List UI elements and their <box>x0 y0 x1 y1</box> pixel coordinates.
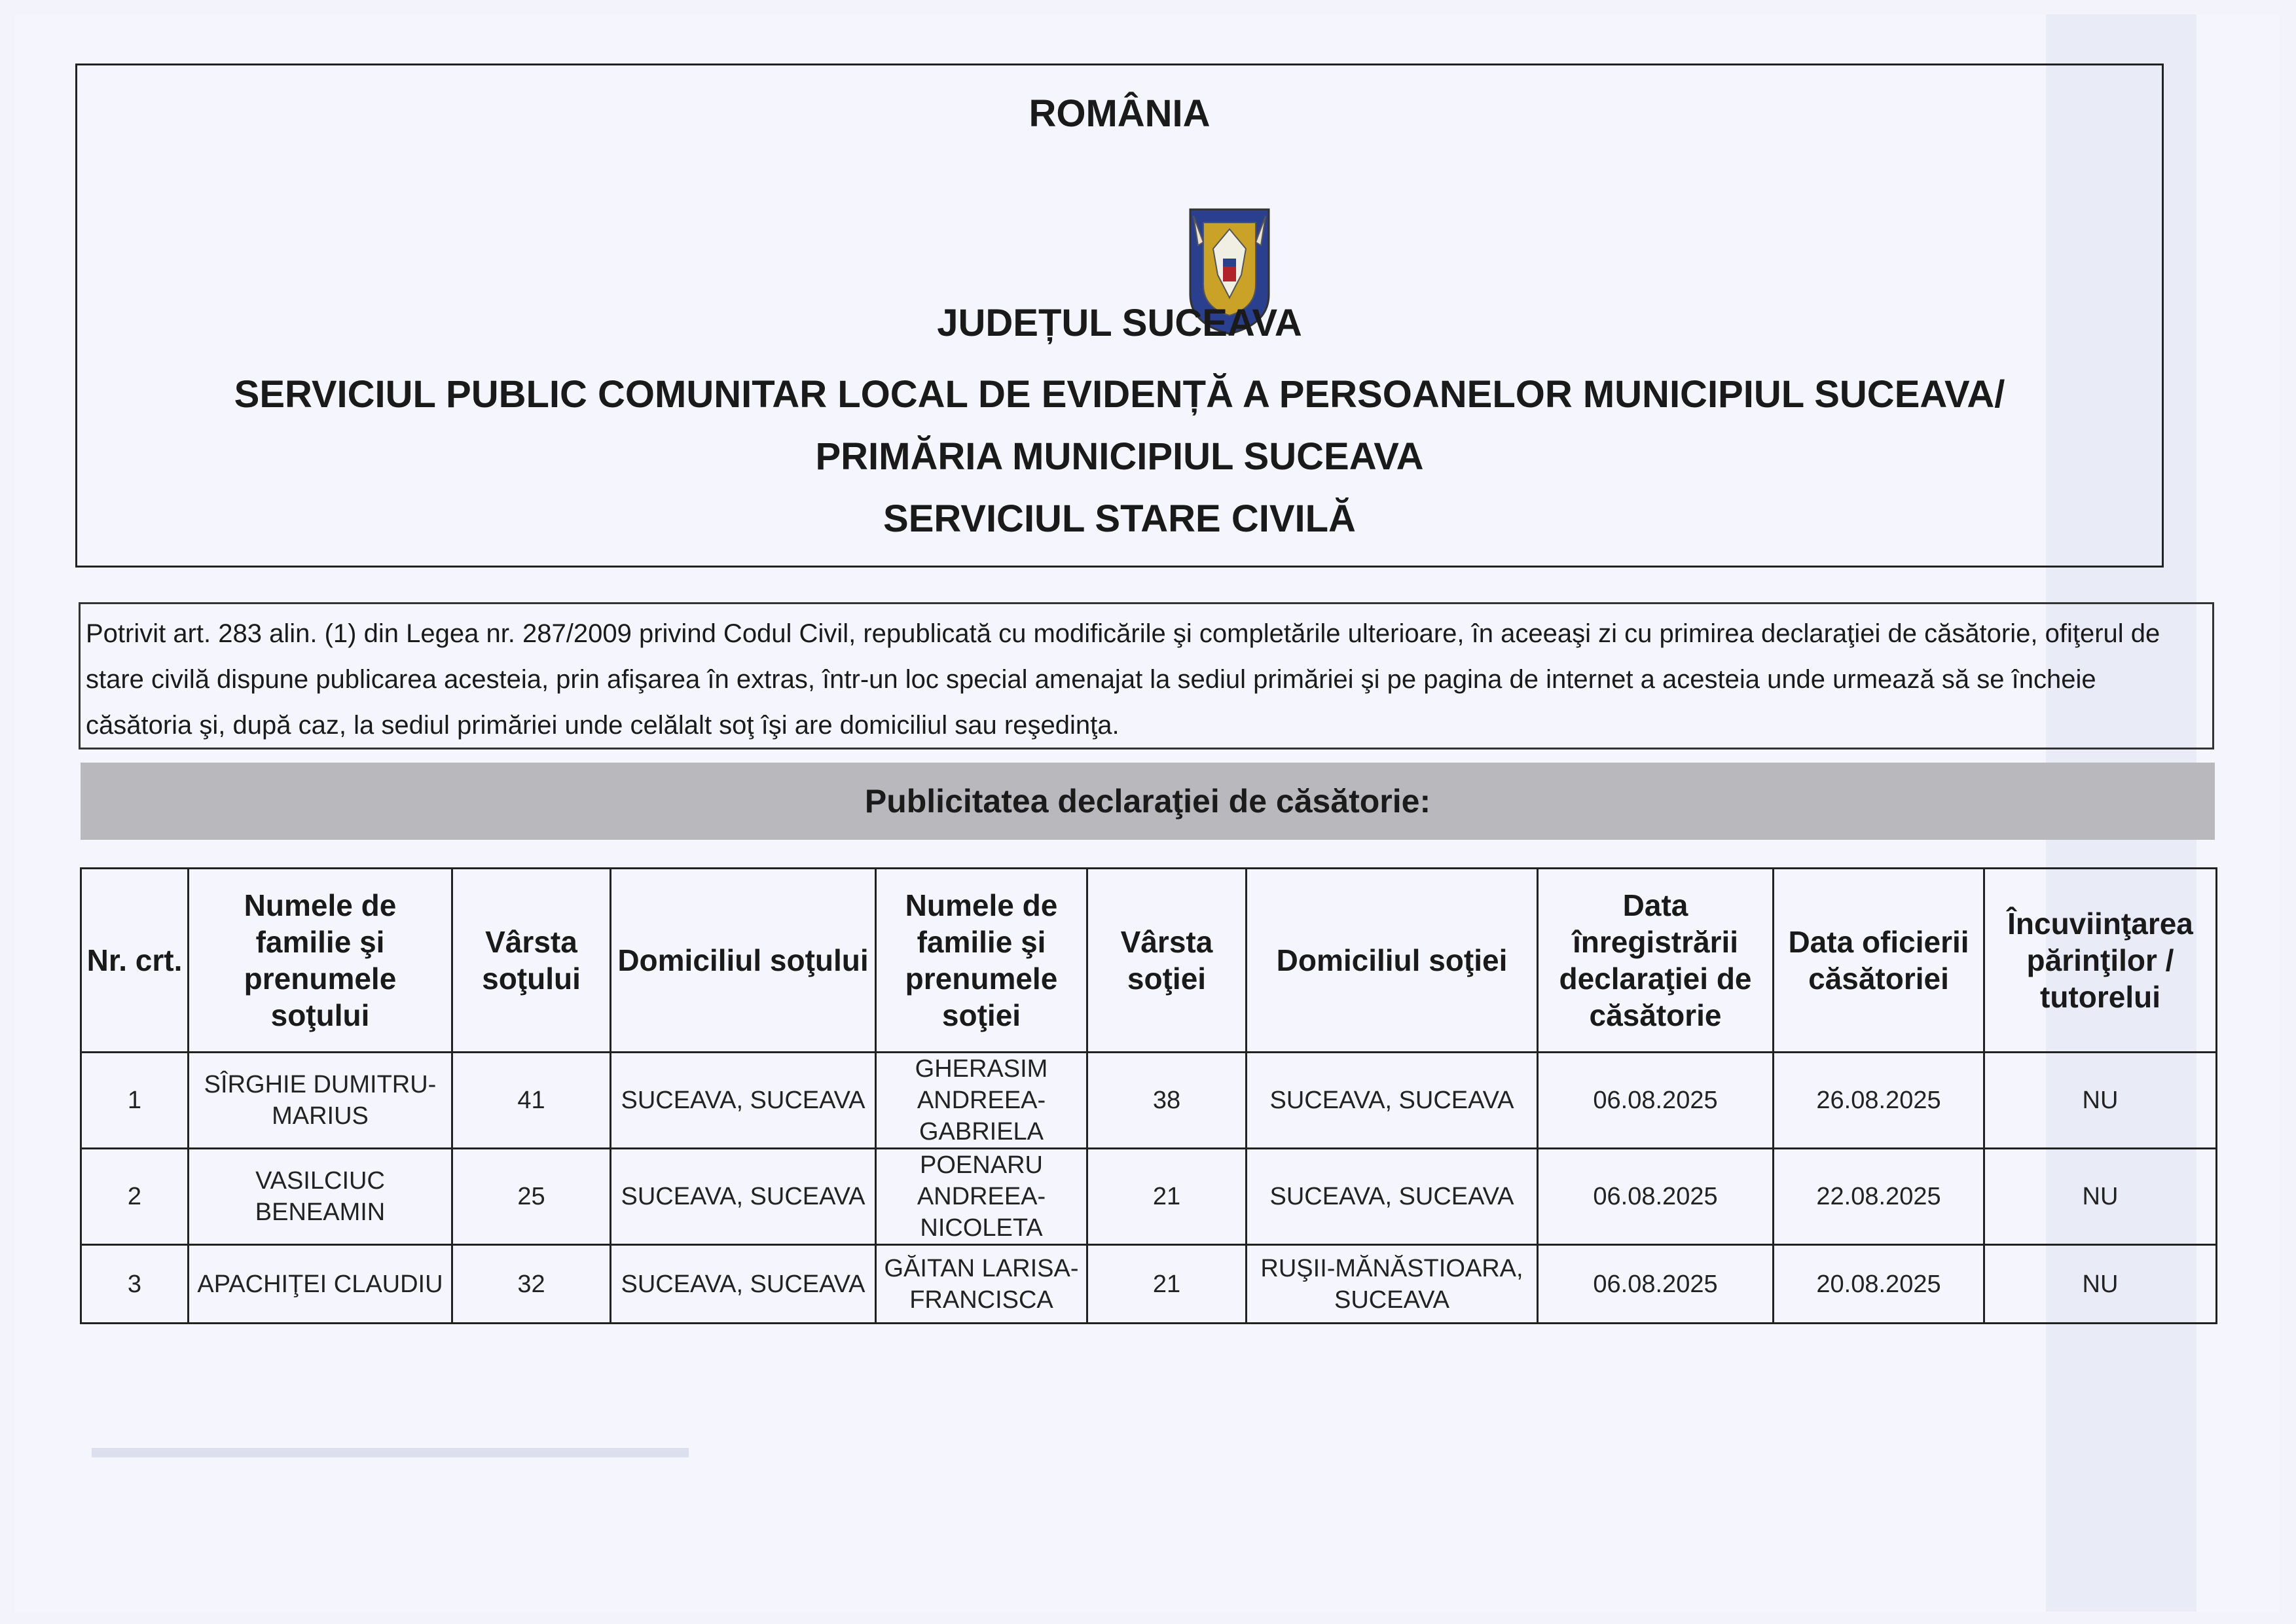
table-cell: 2 <box>81 1149 189 1245</box>
column-header: Domiciliul soţului <box>611 869 876 1053</box>
table-cell: 26.08.2025 <box>1774 1053 1984 1149</box>
column-header: Data înregistrării declaraţiei de căsătorie <box>1538 869 1774 1053</box>
table-cell: 32 <box>452 1245 611 1324</box>
county-title: JUDEȚUL SUCEAVA <box>937 302 1302 344</box>
column-header: Nr. crt. <box>81 869 189 1053</box>
column-header: Data oficierii căsătoriei <box>1774 869 1984 1053</box>
table-cell: SUCEAVA, SUCEAVA <box>1247 1053 1538 1149</box>
table-cell: NU <box>1984 1245 2217 1324</box>
table-cell: 06.08.2025 <box>1538 1245 1774 1324</box>
table-cell: 06.08.2025 <box>1538 1149 1774 1245</box>
legal-notice: Potrivit art. 283 alin. (1) din Legea nr. 287/2009 privind Codul Civil, republicată cu modificările şi completările ulterioare, în aceeaşi zi cu primirea declaraţiei de căsătorie, ofiţerul de stare civilă dispune publicarea acesteia, prin afişarea în extras, într-un loc special amenajat la sediul primăriei şi pe pagina de internet a acesteia unde urmează să se încheie căsătoria şi, după caz, la sediul primăriei unde celălalt soţ îşi are domiciliul sau reşedinţa. <box>79 602 2214 749</box>
section-title: Publicitatea declaraţiei de căsătorie: <box>81 763 2215 840</box>
table-row <box>81 1149 2217 1245</box>
table-cell: NU <box>1984 1149 2217 1245</box>
table-cell: 1 <box>81 1053 189 1149</box>
table-cell: 21 <box>1087 1149 1247 1245</box>
table-cell: SUCEAVA, SUCEAVA <box>611 1245 876 1324</box>
institution-line: SERVICIUL PUBLIC COMUNITAR LOCAL DE EVIDENȚĂ A PERSOANELOR MUNICIPIUL SUCEAVA/ <box>234 373 2005 416</box>
column-header: Numele de familie şi prenumele soţiei <box>876 869 1087 1053</box>
table-cell: RUŞII-MĂNĂSTIOARA, SUCEAVA <box>1247 1245 1538 1324</box>
table-cell: 38 <box>1087 1053 1247 1149</box>
table-row <box>81 1245 2217 1324</box>
table-cell: VASILCIUC BENEAMIN <box>189 1149 452 1245</box>
table-cell: 25 <box>452 1149 611 1245</box>
institution-title <box>77 363 2162 550</box>
table-cell: GĂITAN LARISA-FRANCISCA <box>876 1245 1087 1324</box>
table-cell: APACHIŢEI CLAUDIU <box>189 1245 452 1324</box>
table-cell: SUCEAVA, SUCEAVA <box>611 1149 876 1245</box>
table-cell: NU <box>1984 1053 2217 1149</box>
country-title: ROMÂNIA <box>1029 92 1211 135</box>
bleed-through-text: ▬▬▬▬▬▬▬▬▬▬▬▬▬▬▬▬▬▬▬ <box>92 1441 689 1475</box>
column-header: Încuviinţarea părinţilor / tutorelui <box>1984 869 2217 1053</box>
column-header: Numele de familie şi prenumele soţului <box>189 869 452 1053</box>
column-header: Vârsta soţului <box>452 869 611 1053</box>
marriage-declarations-table <box>80 867 2217 1324</box>
table-cell: 20.08.2025 <box>1774 1245 1984 1324</box>
table-header-row <box>81 869 2217 1053</box>
table-cell: 21 <box>1087 1245 1247 1324</box>
table-cell: SÎRGHIE DUMITRU-MARIUS <box>189 1053 452 1149</box>
table-cell: 41 <box>452 1053 611 1149</box>
column-header: Vârsta soţiei <box>1087 869 1247 1053</box>
table-cell: GHERASIM ANDREEA-GABRIELA <box>876 1053 1087 1149</box>
table-cell: SUCEAVA, SUCEAVA <box>1247 1149 1538 1245</box>
table-cell: 3 <box>81 1245 189 1324</box>
table-cell: 22.08.2025 <box>1774 1149 1984 1245</box>
column-header: Domiciliul soţiei <box>1247 869 1538 1053</box>
table-cell: POENARU ANDREEA-NICOLETA <box>876 1149 1087 1245</box>
header-box <box>75 63 2164 568</box>
institution-line: SERVICIUL STARE CIVILĂ <box>883 497 1356 540</box>
table-row <box>81 1053 2217 1149</box>
table-cell: 06.08.2025 <box>1538 1053 1774 1149</box>
institution-line: PRIMĂRIA MUNICIPIUL SUCEAVA <box>815 435 1424 478</box>
table-cell: SUCEAVA, SUCEAVA <box>611 1053 876 1149</box>
